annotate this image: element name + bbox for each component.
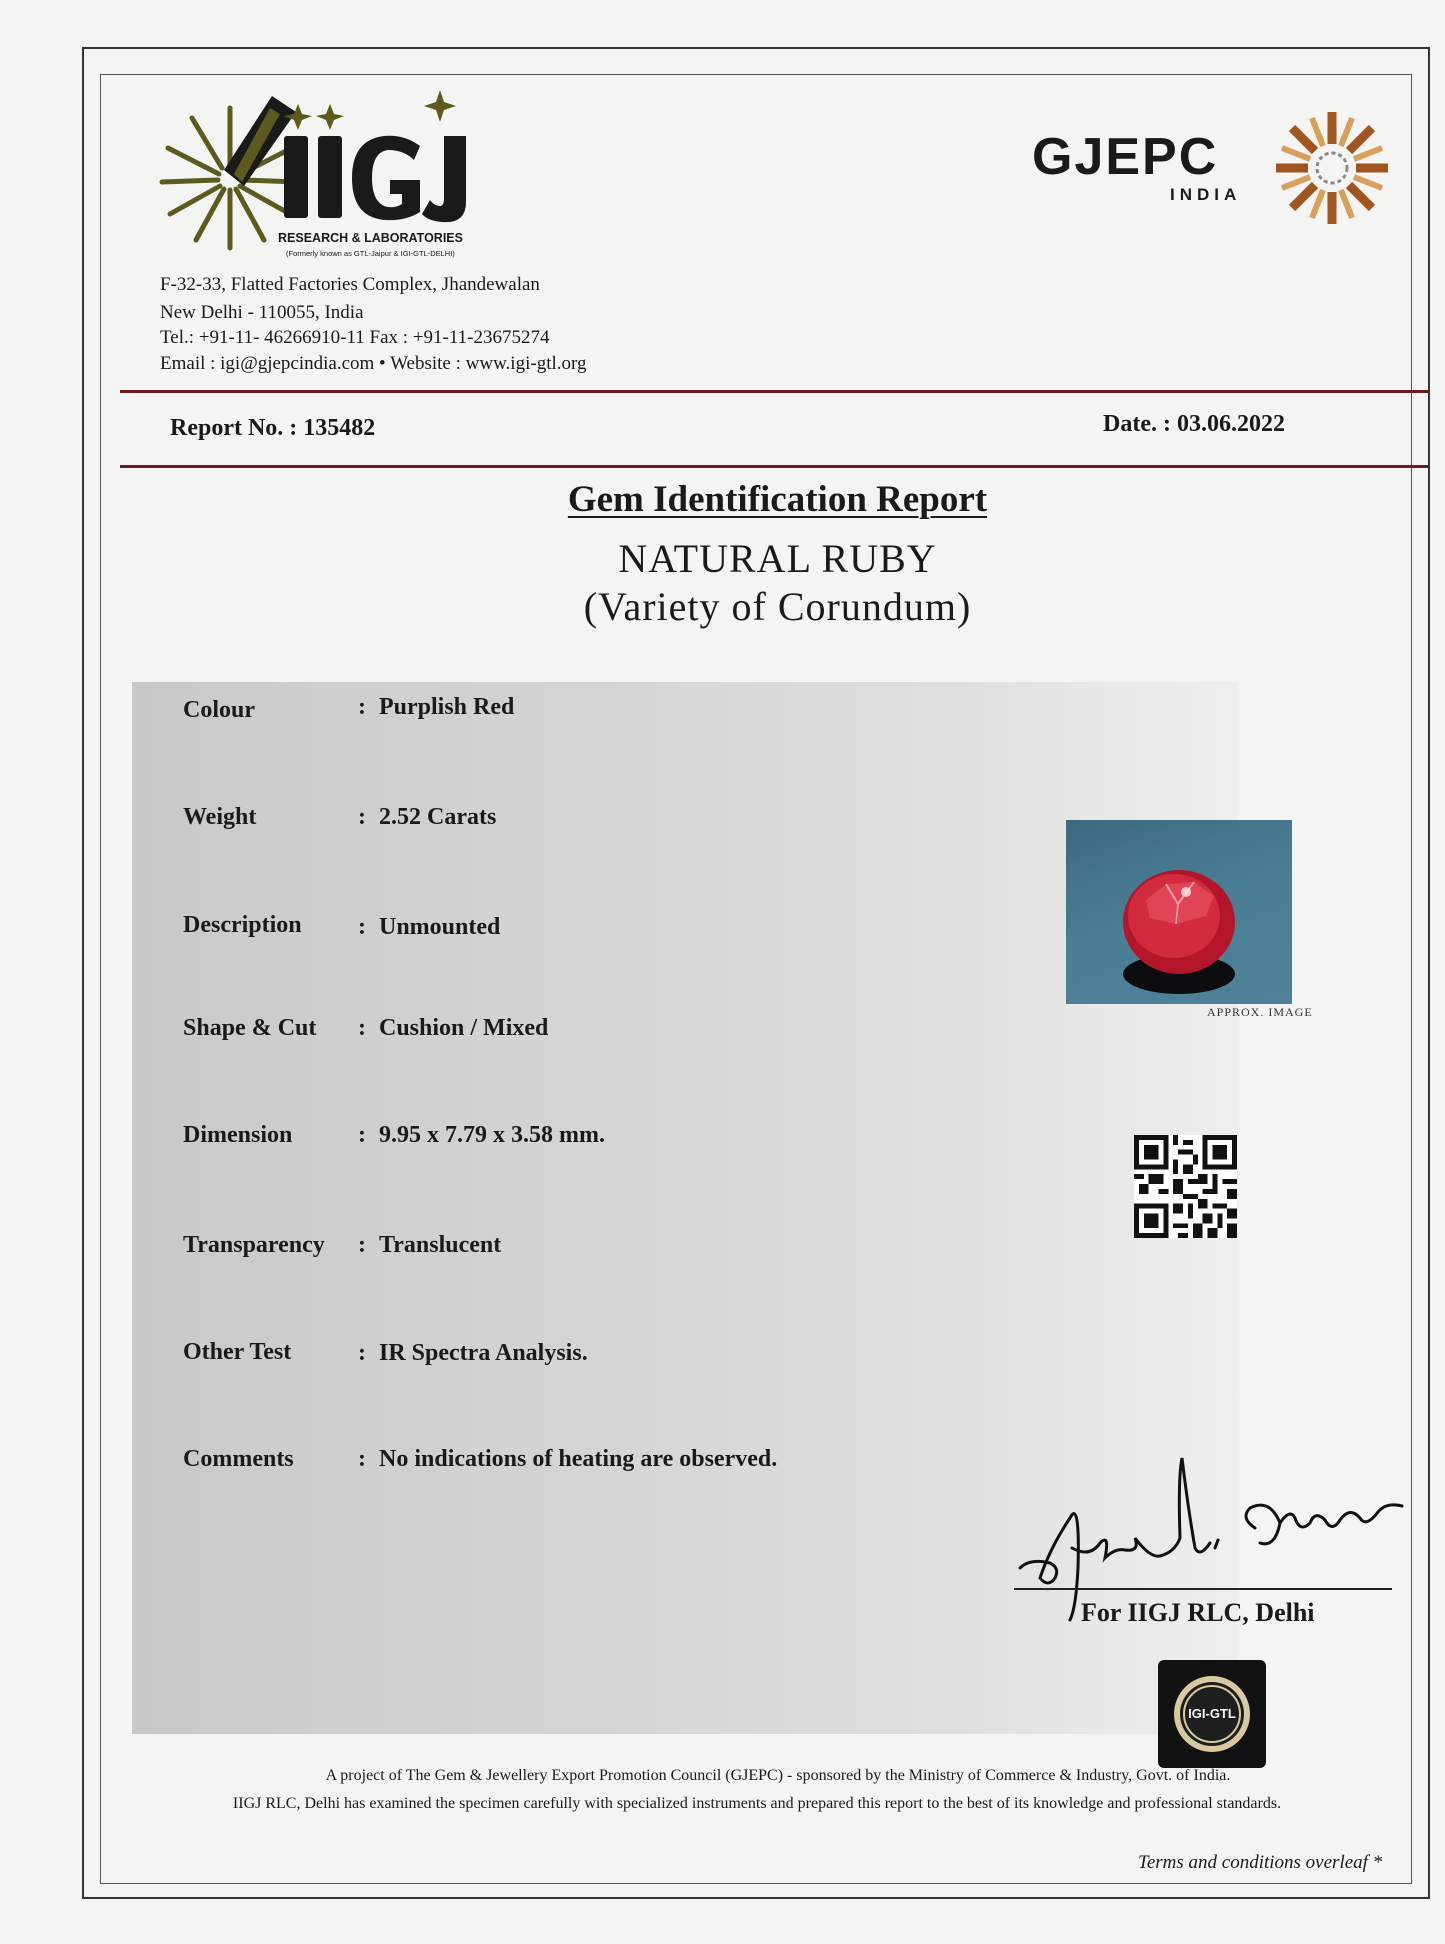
footer-line-2: IIGJ RLC, Delhi has examined the specimen carefully with specialized instruments and prepared this report to the best of its knowledge and professional standards.: [232, 1795, 1282, 1812]
detail-value: No indications of heating are observed.: [379, 1446, 778, 1472]
detail-value: Unmounted: [379, 914, 501, 940]
detail-label: Comments: [183, 1446, 294, 1472]
sunburst-icon: [162, 96, 298, 248]
qr-code-icon[interactable]: [1134, 1135, 1237, 1238]
detail-value: Purplish Red: [379, 694, 515, 720]
detail-label: Dimension: [183, 1122, 293, 1148]
seal-text: IGI-GTL: [1188, 1706, 1236, 1721]
gem-variety: (Variety of Corundum): [583, 584, 972, 629]
detail-value: IR Spectra Analysis.: [379, 1340, 588, 1366]
footer-line-1: A project of The Gem & Jewellery Export Promotion Council (GJEPC) - sponsored by the Ministry of Commerce & Industry, Govt. of India.: [325, 1767, 1231, 1784]
detail-label: Shape & Cut: [183, 1015, 317, 1041]
header-rule-bottom: [120, 465, 1430, 468]
report-title: Gem Identification Report: [567, 479, 988, 520]
report-date: Date. : 03.06.2022: [1103, 411, 1285, 437]
detail-colon: :: [358, 1232, 366, 1258]
logo-subtitle: RESEARCH & LABORATORIES: [278, 231, 463, 245]
gjepc-logo-text: GJEPC: [1032, 128, 1219, 186]
hologram-seal: [1158, 1660, 1266, 1768]
detail-colon: :: [358, 1446, 366, 1472]
report-number: Report No. : 135482: [170, 415, 376, 441]
signature-line: [1014, 1588, 1392, 1590]
detail-value: Cushion / Mixed: [379, 1015, 549, 1041]
detail-colon: :: [358, 1122, 366, 1148]
signing-authority: For IIGJ RLC, Delhi: [1081, 1598, 1315, 1627]
detail-colon: :: [358, 694, 366, 720]
detail-value: 2.52 Carats: [379, 804, 497, 830]
address-line-4: Email : igi@gjepcindia.com • Website : www.igi-gtl.org: [160, 353, 587, 374]
detail-label: Description: [183, 912, 302, 938]
detail-colon: :: [358, 914, 366, 940]
gem-image: [1066, 820, 1292, 1004]
detail-colon: :: [358, 1340, 366, 1366]
iigj-logo: [158, 90, 578, 260]
detail-label: Transparency: [183, 1232, 325, 1258]
address-line-3: Tel.: +91-11- 46266910-11 Fax : +91-11-23675274: [160, 327, 550, 348]
detail-label: Weight: [183, 804, 257, 830]
detail-colon: :: [358, 1015, 366, 1041]
gjepc-logo-sub: INDIA: [1170, 185, 1242, 204]
address-line-2: New Delhi - 110055, India: [160, 302, 364, 323]
terms-note: Terms and conditions overleaf *: [1138, 1852, 1383, 1873]
detail-label: Other Test: [183, 1339, 292, 1365]
header-rule-top: [120, 390, 1430, 393]
address-line-1: F-32-33, Flatted Factories Complex, Jhandewalan: [160, 274, 540, 295]
gem-name: NATURAL RUBY: [618, 536, 937, 581]
gjepc-sun-icon: [1270, 106, 1394, 230]
detail-colon: :: [358, 804, 366, 830]
detail-label: Colour: [183, 697, 255, 723]
image-caption: APPROX. IMAGE: [1207, 1005, 1313, 1019]
logo-formerly: (Formerly known as GTL-Jaipur & IGI-GTL-DELHI): [286, 249, 455, 258]
detail-value: 9.95 x 7.79 x 3.58 mm.: [379, 1122, 605, 1148]
detail-value: Translucent: [379, 1232, 502, 1258]
seal-emblem-icon: [1158, 1660, 1266, 1768]
